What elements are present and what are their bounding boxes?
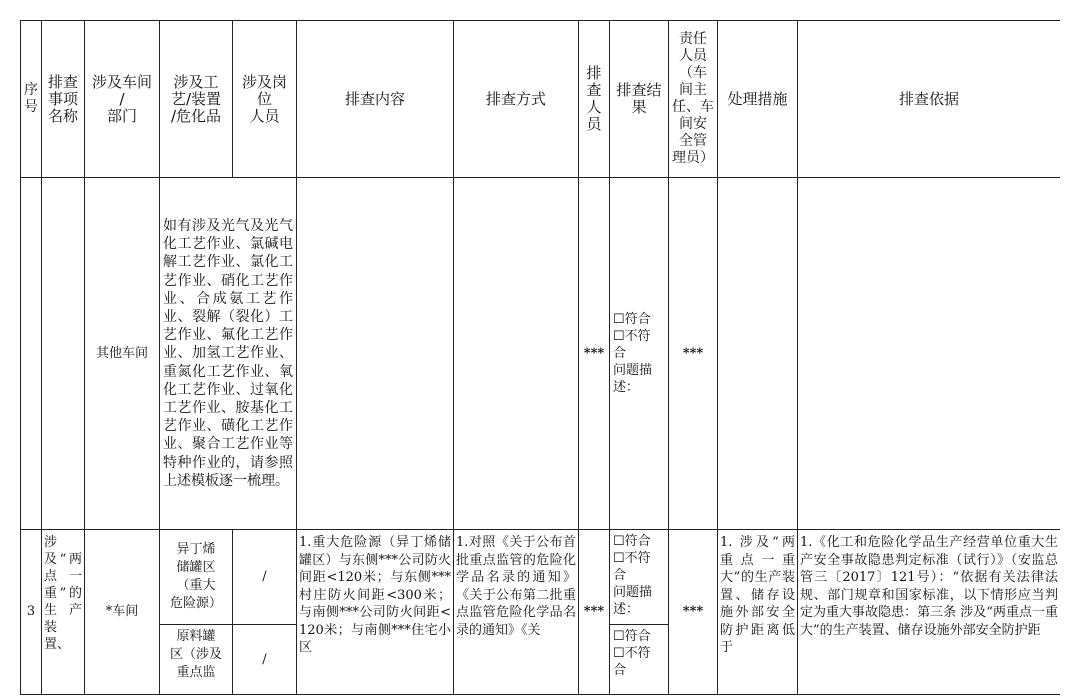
cell-result-2: ☐符合 ☐不符 合 <box>610 625 669 695</box>
table-row-3a <box>21 530 1061 625</box>
cell-measures-empty <box>718 178 798 530</box>
header-basis: 排查依据 <box>798 21 1061 178</box>
header-content: 排查内容 <box>297 21 454 178</box>
cell-content: 1.重大危险源（异丁烯储罐区）与东侧***公司防火间距<120米；与东侧***村庄防火间距<300米；与南侧***公司防火间距<120米；与南侧***住宅小区 <box>297 530 454 695</box>
table-row-other-workshop <box>21 178 1061 530</box>
cell-method: 1.对照《关于公布首批重点监管的危险化学品名录的通知》《关于公布第二批重点监管危险化学品名录的通知》《关 <box>454 530 579 695</box>
cell-content-empty <box>297 178 454 530</box>
header-responsible: 责任 人员 （车 间主 任、车 间安 全管 理员） <box>669 21 718 178</box>
cell-measures: 1. 涉及“两重点一重大”的生产装置、储存设施外部安全防护距离低于 <box>718 530 798 695</box>
cell-inspector: *** <box>579 530 610 695</box>
cell-process-note: 如有涉及光气及光气化工艺作业、氯碱电解工艺作业、氯化工艺作业、硝化工艺作业、合成氨工艺作业、裂解（裂化）工艺作业、氟化工艺作业、加氢工艺作业、重氮化工艺作业、氧化工艺作业、过氧化工艺作业、胺基化工艺作业、磺化工艺作业、聚合工艺作业等特种作业的，请参照上述模板逐一梳理。 <box>160 178 297 530</box>
cell-result: ☐符合 ☐不符 合 问题描 述： <box>610 178 669 530</box>
cell-sub-post-2: / <box>233 625 297 695</box>
cell-sub-post-1: / <box>233 530 297 625</box>
header-seq: 序 号 <box>21 21 42 178</box>
header-method: 排查方式 <box>454 21 579 178</box>
cell-responsible: *** <box>669 178 718 530</box>
header-post: 涉及岗 位 人员 <box>233 21 297 178</box>
cell-item-name: 涉及“两点一重”的生产装置、 <box>42 530 85 695</box>
cell-sub-process-1: 异丁烯 储罐区 （重大 危险源） <box>160 530 233 625</box>
inspection-table-sheet <box>20 20 1060 696</box>
cell-basis: 1.《化工和危险化学品生产经营单位重大生产安全事故隐患判定标准（试行）》（安监总管三〔2017〕121号）：“依据有关法律法规、部门规章和国家标准，以下情形应当判定为重大事故隐患：第三条 涉及“两重点一重大”的生产装置、储存设施外部安全防护距 <box>798 530 1061 695</box>
header-measures: 处理措施 <box>718 21 798 178</box>
header-inspector: 排 查 人 员 <box>579 21 610 178</box>
header-result: 排查结 果 <box>610 21 669 178</box>
cell-inspector: *** <box>579 178 610 530</box>
cell-result-1: ☐符合 ☐不符 合 问题描 述： <box>610 530 669 625</box>
inspection-table <box>20 20 1060 695</box>
cell-item-empty <box>42 178 85 530</box>
header-process: 涉及工 艺/装置 /危化品 <box>160 21 233 178</box>
cell-basis-empty <box>798 178 1061 530</box>
header-row <box>21 21 1061 178</box>
cell-workshop: 其他车间 <box>85 178 160 530</box>
cell-seq-empty <box>21 178 42 530</box>
cell-seq: 3 <box>21 530 42 695</box>
header-workshop: 涉及车间 / 部门 <box>85 21 160 178</box>
header-item-name: 排查 事项 名称 <box>42 21 85 178</box>
cell-responsible: *** <box>669 530 718 695</box>
cell-sub-process-2: 原料罐 区（涉及 重点监 <box>160 625 233 695</box>
cell-method-empty <box>454 178 579 530</box>
cell-workshop: *车间 <box>85 530 160 695</box>
